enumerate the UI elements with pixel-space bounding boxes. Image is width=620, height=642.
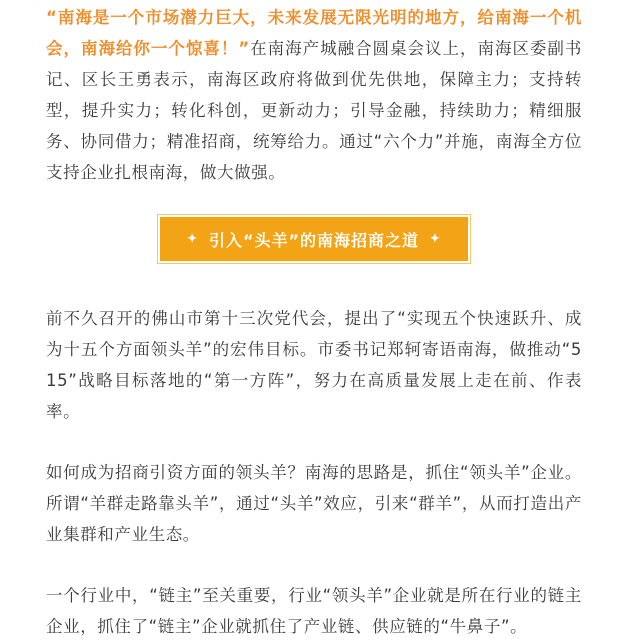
paragraph-lead-sheep: 如何成为招商引资方面的领头羊？南海的思路是，抓住“领头羊”企业。所谓“羊群走路靠头羊”，通过“头羊”效应，引来“群羊”，从而打造出产业集群和产业生态。	[46, 463, 582, 544]
sparkle-icon: ✦	[186, 231, 199, 247]
intro-paragraph	[46, 2, 582, 188]
section-header	[46, 217, 582, 261]
sparkle-icon: ✦	[429, 231, 442, 247]
section-title-banner	[160, 217, 468, 261]
paragraph-spacer	[46, 427, 582, 457]
article-body	[46, 2, 582, 642]
intro-text: 在南海产城融合圆桌会议上，南海区委副书记、区长王勇表示，南海区政府将做到优先供地，保障主力；支持转型，提升实力；转化科创，更新动力；引导金融，持续助力；精细服务、协同借力；精准招商，统筹给力。通过“六个力”并施，南海全方位支持企业扎根南海，做大做强。	[46, 39, 582, 182]
section-title: 引入“头羊”的南海招商之道	[208, 230, 420, 250]
paragraph-party-congress: 前不久召开的佛山市第十三次党代会，提出了“实现五个快速跃升、成为十五个方面领头羊”的宏伟目标。市委书记郑轲寄语南海，做推动“515”战略目标落地的“第一方阵”，努力在高质量发展上走在前、作表率。	[46, 309, 582, 421]
paragraph-chain-leader: 一个行业中，“链主”至关重要，行业“领头羊”企业就是所在行业的链主企业，抓住了“链主”企业就抓住了产业链、供应链的“牛鼻子”。	[46, 586, 582, 636]
intro-quote: “南海是一个市场潜力巨大，未来发展无限光明的地方，给南海一个机会，南海给你一个惊喜！”	[46, 8, 582, 58]
paragraph-spacer	[46, 550, 582, 580]
